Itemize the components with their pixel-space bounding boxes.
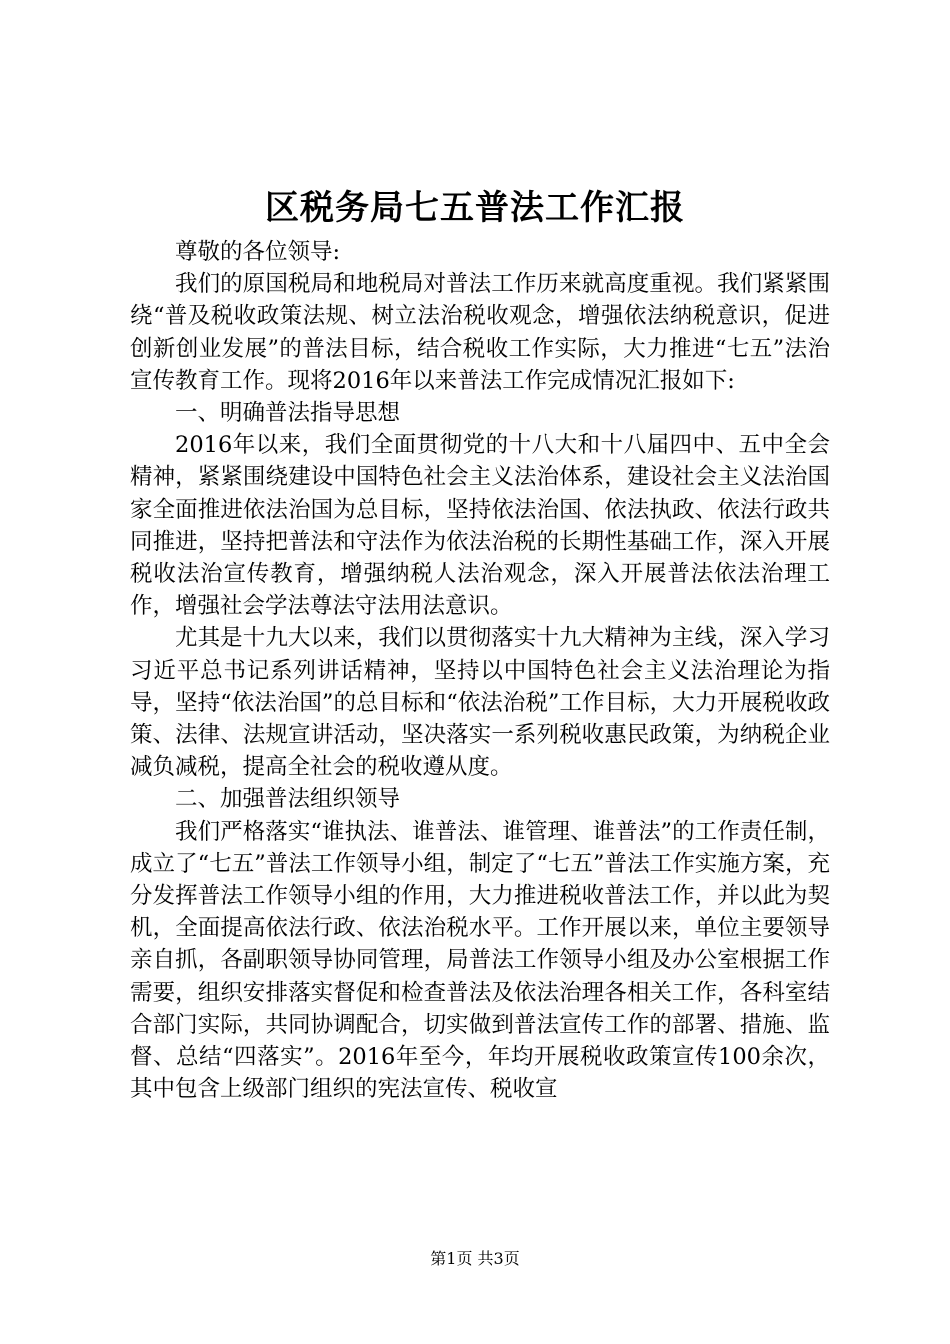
section-heading: 一、明确普法指导思想 [175, 400, 401, 427]
salutation: 尊敬的各位领导: [175, 239, 341, 265]
body-paragraph: 我们的原国税局和地税局对普法工作历来就高度重视。我们紧紧围绕“普及税收政策法规、树立法治税收观念，增强依法纳税意识，促进创新创业发展”的普法目标，结合税收工作实际，大力推进“七五”法治宣传教育工作。现将2016年以来普法工作完成情况汇报如下: [130, 271, 830, 394]
document-body [130, 236, 830, 1105]
document-title: 区税务局七五普法工作汇报 [265, 188, 685, 228]
page-number-footer: 第1页 共3页 [430, 1249, 520, 1268]
body-paragraph: 我们严格落实“谁执法、谁普法、谁管理、谁普法”的工作责任制，成立了“七五”普法工作领导小组，制定了“七五”普法工作实施方案，充分发挥普法工作领导小组的作用，大力推进税收普法工作，并以此为契机，全面提高依法行政、依法治税水平。工作开展以来，单位主要领导亲自抓，各副职领导协同管理，局普法工作领导小组及办公室根据工作需要，组织安排落实督促和检查普法及依法治理各相关工作，各科室结合部门实际，共同协调配合，切实做到普法宣传工作的部署、措施、监督、总结“四落实”。2016年至今，年均开展税收政策宣传100余次，其中包含上级部门组织的宪法宣传、税收宣 [130, 818, 830, 1103]
body-paragraph: 尤其是十九大以来，我们以贯彻落实十九大精神为主线，深入学习习近平总书记系列讲话精神，坚持以中国特色社会主义法治理论为指导，坚持“依法治国”的总目标和“依法治税”工作目标，大力开展税收政策、法律、法规宣讲活动，坚决落实一系列税收惠民政策，为纳税企业减负减税，提高全社会的税收遵从度。 [130, 625, 830, 781]
body-paragraph: 2016年以来，我们全面贯彻党的十八大和十八届四中、五中全会精神，紧紧围绕建设中国特色社会主义法治体系，建设社会主义法治国家全面推进依法治国为总目标，坚持依法治国、依法执政、依法行政共同推进，坚持把普法和守法作为依法治税的长期性基础工作，深入开展税收法治宣传教育，增强纳税人法治观念，深入开展普法依法治理工作，增强社会学法尊法守法用法意识。 [130, 432, 830, 620]
section-heading: 二、加强普法组织领导 [175, 786, 401, 813]
